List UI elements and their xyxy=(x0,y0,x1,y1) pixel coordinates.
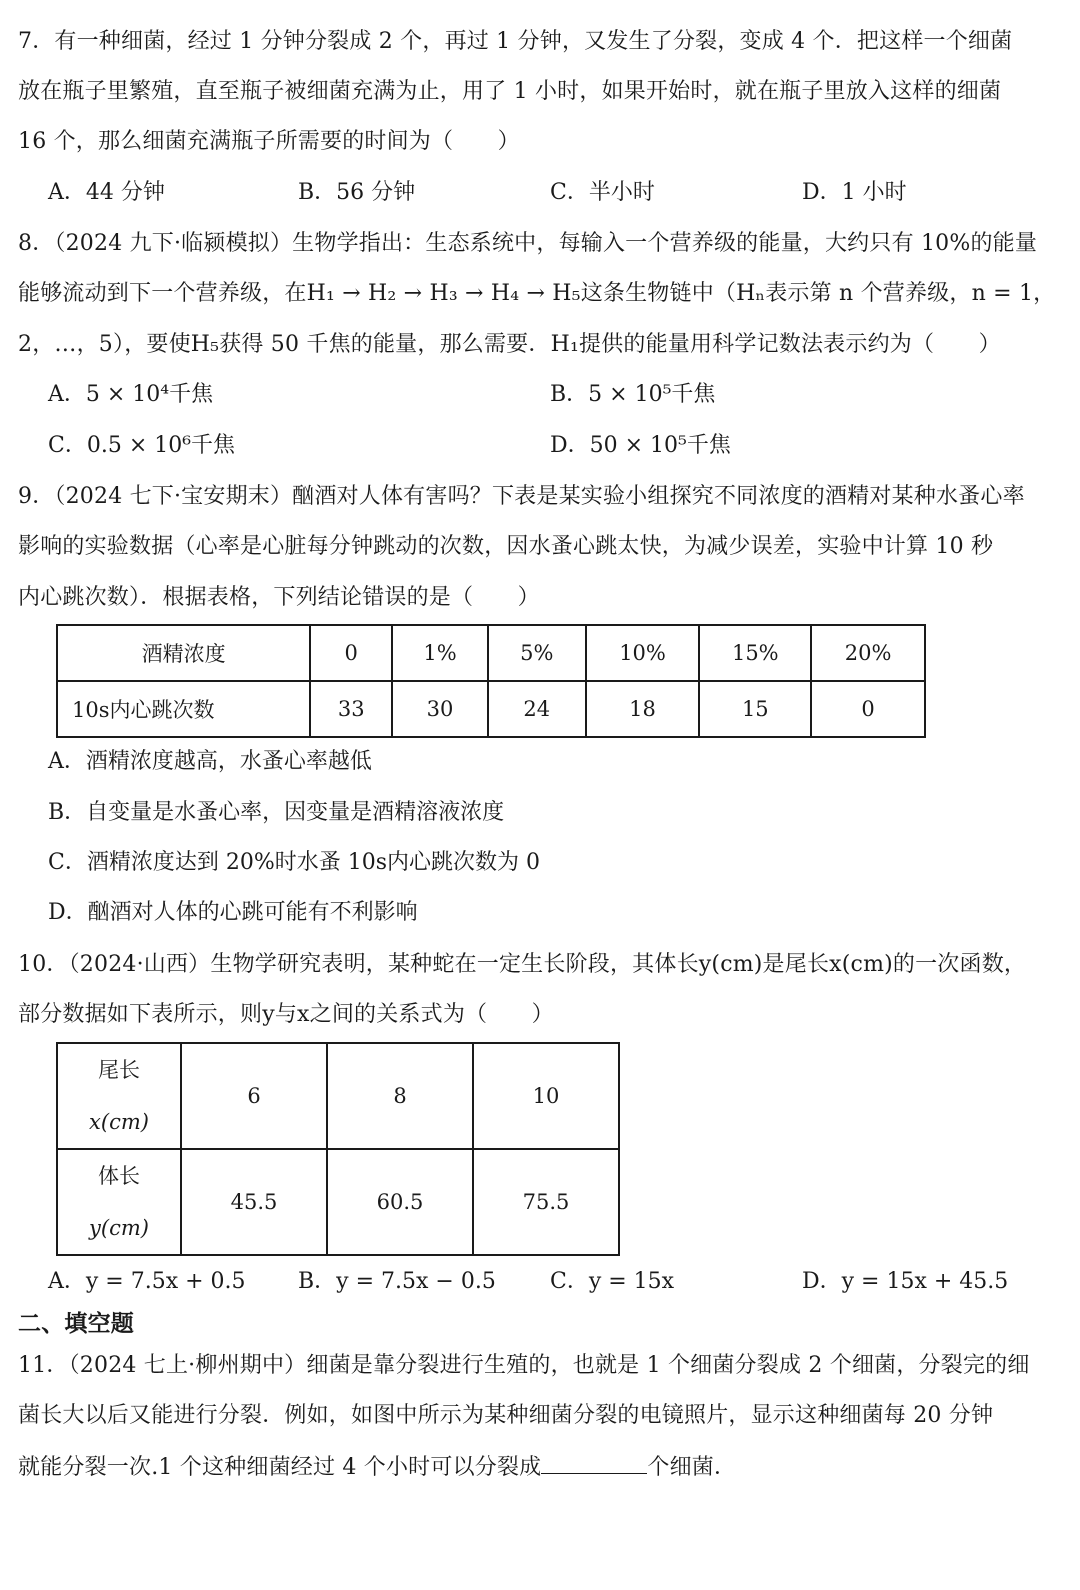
q7-line-1: 7．有一种细菌，经过 1 分钟分裂成 2 个，再过 1 分钟，又发生了分裂，变成 4 个．把这样一个细菌 xyxy=(18,29,1013,54)
q9-line-2: 影响的实验数据（心率是心脏每分钟跳动的次数，因水蚤心跳太快，为减少误差，实验中计算 10 秒 xyxy=(18,534,994,559)
table-cell: 0 xyxy=(310,625,392,681)
table-cell: 24 xyxy=(488,681,586,737)
q9-option-c: C．酒精浓度达到 20%时水蚤 10s内心跳次数为 0 xyxy=(48,850,540,875)
q10-row1-label xyxy=(57,1043,181,1149)
q11-line-2: 菌长大以后又能进行分裂．例如，如图中所示为某种细菌分裂的电镜照片，显示这种细菌每 20 分钟 xyxy=(18,1403,994,1428)
table-cell: 5% xyxy=(488,625,586,681)
table-cell: 30 xyxy=(392,681,488,737)
q11-line-3-tail: 个细菌． xyxy=(647,1455,737,1480)
q8-option-b: B．5 × 10⁵千焦 xyxy=(550,382,716,407)
q10-row1-label-name: 尾长 xyxy=(98,1058,140,1082)
q8-option-c: C．0.5 × 10⁶千焦 xyxy=(48,433,236,458)
q10-option-c: C．y = 15x xyxy=(550,1269,675,1294)
q7-option-c: C．半小时 xyxy=(550,180,655,205)
q10-line-2: 部分数据如下表所示，则y与x之间的关系式为（ ） xyxy=(18,1002,554,1027)
q10-option-d: D．y = 15x + 45.5 xyxy=(802,1269,1009,1294)
q9-line-1: 9．（2024 七下·宝安期末）酗酒对人体有害吗？下表是某实验小组探究不同浓度的酒精对某种水蚤心率 xyxy=(18,484,1025,509)
q10-line-1: 10．（2024·山西）生物学研究表明，某种蛇在一定生长阶段，其体长y(cm)是尾长x(cm)的一次函数， xyxy=(18,952,1027,977)
table-cell: 20% xyxy=(811,625,925,681)
q7-option-a: A．44 分钟 xyxy=(48,180,165,205)
table-cell: 10 xyxy=(473,1043,619,1149)
table-cell: 60.5 xyxy=(327,1149,473,1255)
table-cell: 8 xyxy=(327,1043,473,1149)
q11-line-1: 11．（2024 七上·柳州期中）细菌是靠分裂进行生殖的，也就是 1 个细菌分裂成 2 个细菌，分裂完的细 xyxy=(18,1353,1030,1378)
q7-line-3: 16 个，那么细菌充满瓶子所需要的时间为（ ） xyxy=(18,129,520,154)
q9-row1-label: 酒精浓度 xyxy=(57,625,310,681)
table-cell: 45.5 xyxy=(181,1149,327,1255)
q9-option-d: D．酗酒对人体的心跳可能有不利影响 xyxy=(48,900,418,925)
table-cell: 15 xyxy=(699,681,811,737)
q10-data-table xyxy=(56,1042,620,1256)
q11-line-3 xyxy=(18,1451,1066,1484)
q9-option-a: A．酒精浓度越高，水蚤心率越低 xyxy=(48,749,372,774)
answer-blank xyxy=(541,1451,647,1474)
q8-line-1: 8．（2024 九下·临颍模拟）生物学指出：生态系统中，每输入一个营养级的能量，大约只有 10%的能量 xyxy=(18,231,1038,256)
table-row xyxy=(57,681,925,737)
section-heading: 二、填空题 xyxy=(18,1311,134,1337)
q9-line-3: 内心跳次数）．根据表格，下列结论错误的是（ ） xyxy=(18,585,540,610)
q10-row2-label xyxy=(57,1149,181,1255)
q8-option-a: A．5 × 10⁴千焦 xyxy=(48,382,214,407)
table-cell: 10% xyxy=(586,625,700,681)
q7-option-d: D．1 小时 xyxy=(802,180,907,205)
table-row xyxy=(57,1149,619,1255)
table-row xyxy=(57,625,925,681)
q11-line-3-text: 就能分裂一次.1 个这种细菌经过 4 个小时可以分裂成 xyxy=(18,1455,542,1480)
table-cell: 1% xyxy=(392,625,488,681)
table-row xyxy=(57,1043,619,1149)
q10-row2-label-name: 体长 xyxy=(98,1164,140,1188)
table-cell: 6 xyxy=(181,1043,327,1149)
q10-option-a: A．y = 7.5x + 0.5 xyxy=(48,1269,246,1294)
table-cell: 33 xyxy=(310,681,392,737)
table-cell: 15% xyxy=(699,625,811,681)
q7-line-2: 放在瓶子里繁殖，直至瓶子被细菌充满为止，用了 1 小时，如果开始时，就在瓶子里放入这样的细菌 xyxy=(18,79,1002,104)
q9-row2-label: 10s内心跳次数 xyxy=(57,681,310,737)
q10-row1-label-var: x(cm) xyxy=(89,1110,149,1134)
q9-option-b: B．自变量是水蚤心率，因变量是酒精溶液浓度 xyxy=(48,800,505,825)
table-cell: 18 xyxy=(586,681,700,737)
q10-option-b: B．y = 7.5x − 0.5 xyxy=(298,1269,496,1294)
q8-line-3: 2，…，5），要使H₅获得 50 千焦的能量，那么需要．H₁提供的能量用科学记数法表示约为（ ） xyxy=(18,332,1001,357)
table-cell: 75.5 xyxy=(473,1149,619,1255)
table-cell: 0 xyxy=(811,681,925,737)
q10-row2-label-var: y(cm) xyxy=(89,1216,149,1240)
q8-option-d: D．50 × 10⁵千焦 xyxy=(550,433,731,458)
q8-line-2: 能够流动到下一个营养级，在H₁ → H₂ → H₃ → H₄ → H₅这条生物链中（Hₙ表示第 n 个营养级，n = 1， xyxy=(18,281,1056,306)
q7-option-b: B．56 分钟 xyxy=(298,180,416,205)
q9-data-table xyxy=(56,624,926,738)
